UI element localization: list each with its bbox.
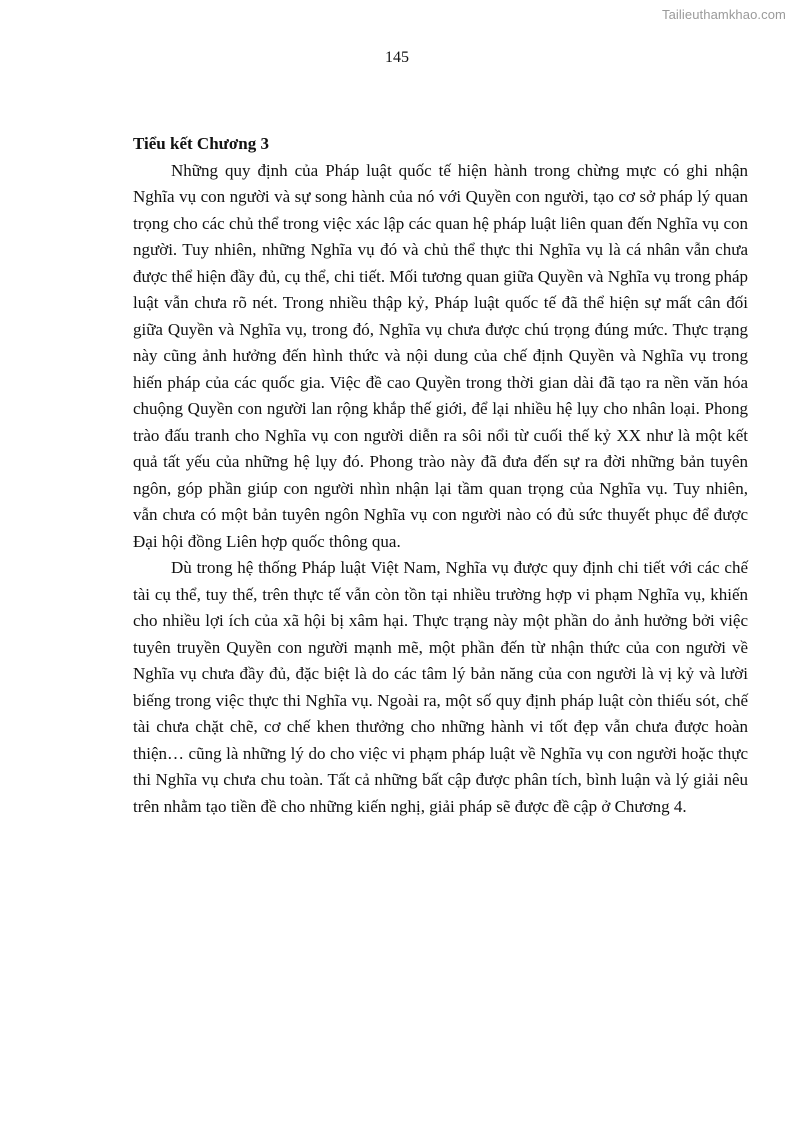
page-number: 145 bbox=[385, 49, 409, 66]
paragraph: Dù trong hệ thống Pháp luật Việt Nam, Nghĩa vụ được quy định chi tiết với các chế tài cụ thể, tuy thế, trên thực tế vẫn còn tồn tại nhiều trường hợp vi phạm Nghĩa vụ, khiến cho nhiều lợi ích của xã hội bị xâm hại. Thực trạng này một phần do ảnh hưởng bởi việc tuyên truyền Quyền con người mạnh mẽ, một phần đến từ nhận thức của con người về Nghĩa vụ chưa đầy đủ, đặc biệt là do các tâm lý bản năng của con người là vị kỷ và lười biếng trong việc thực thi Nghĩa vụ. Ngoài ra, một số quy định pháp luật còn thiếu sót, chế tài chưa chặt chẽ, cơ chế khen thưởng cho những hành vi tốt đẹp vẫn chưa được hoàn thiện… cũng là những lý do cho việc vi phạm pháp luật về Nghĩa vụ con người hoặc thực thi Nghĩa vụ chưa chu toàn. Tất cả những bất cập được phân tích, bình luận và lý giải nêu trên nhằm tạo tiền đề cho những kiến nghị, giải pháp sẽ được đề cập ở Chương 4. bbox=[133, 558, 748, 816]
paragraph: Những quy định của Pháp luật quốc tế hiện hành trong chừng mực có ghi nhận Nghĩa vụ con người và sự song hành của nó với Quyền con người, tạo cơ sở pháp lý quan trọng cho các chủ thể trong việc xác lập các quan hệ pháp luật liên quan đến Nghĩa vụ con người. Tuy nhiên, những Nghĩa vụ đó và chủ thể thực thi Nghĩa vụ là cá nhân vẫn chưa được thể hiện đầy đủ, cụ thể, chi tiết. Mối tương quan giữa Quyền và Nghĩa vụ trong pháp luật vẫn chưa rõ nét. Trong nhiều thập kỷ, Pháp luật quốc tế đã thể hiện sự mất cân đối giữa Quyền và Nghĩa vụ, trong đó, Nghĩa vụ chưa được chú trọng đúng mức. Thực trạng này cũng ảnh hưởng đến hình thức và nội dung của chế định Quyền và Nghĩa vụ trong hiến pháp của các quốc gia. Việc đề cao Quyền trong thời gian dài đã tạo ra nền văn hóa chuộng Quyền con người lan rộng khắp thế giới, để lại nhiều hệ lụy cho nhân loại. Phong trào đấu tranh cho Nghĩa vụ con người diễn ra sôi nổi từ cuối thế kỷ XX như là một kết quả tất yếu của những hệ lụy đó. Phong trào này đã đưa đến sự ra đời những bản tuyên ngôn, góp phần giúp con người nhìn nhận lại tầm quan trọng của Nghĩa vụ. Tuy nhiên, vẫn chưa có một bản tuyên ngôn Nghĩa vụ con người nào có đủ sức thuyết phục để được Đại hội đồng Liên hợp quốc thông qua. bbox=[133, 160, 748, 551]
watermark: Tailieuthamkhao.com bbox=[661, 7, 786, 22]
section-heading: Tiểu kết Chương 3 bbox=[133, 134, 269, 153]
document-body bbox=[133, 131, 748, 820]
